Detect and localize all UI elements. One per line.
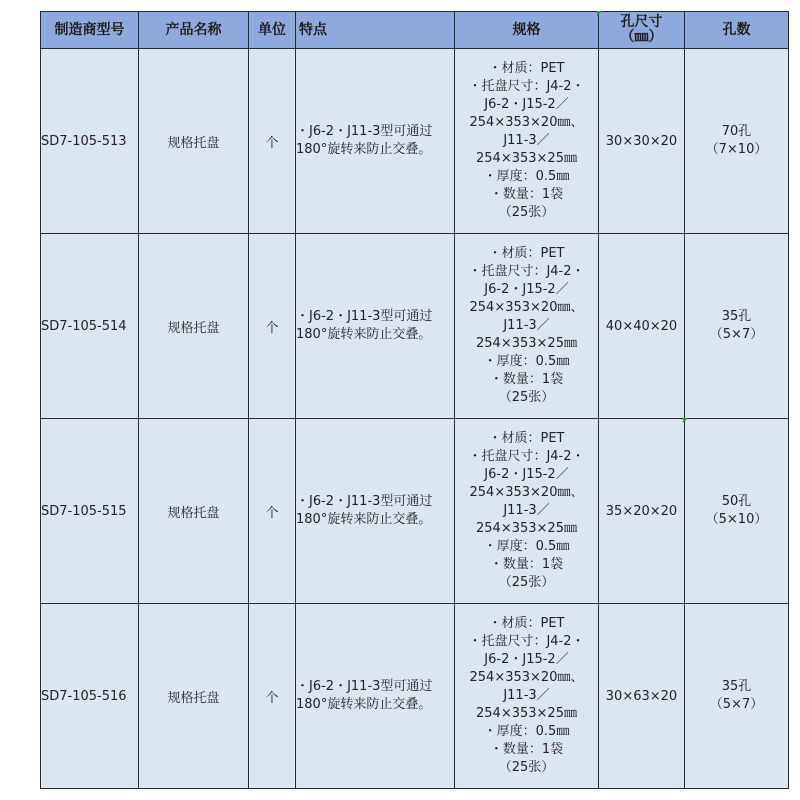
hole-count-value: 70孔 — [721, 124, 752, 139]
spec-line: 254×353×20㎜、 — [469, 670, 584, 685]
header-hole-count[interactable]: 孔数 — [685, 12, 789, 49]
header-hole-size-line2: （㎜） — [620, 29, 663, 45]
spec-line: 254×353×25㎜ — [476, 521, 577, 536]
cell-hole-size[interactable]: 30×63×20 — [599, 604, 685, 789]
spec-line: （25张） — [498, 575, 555, 590]
cell-feature[interactable]: ・J6-2・J11-3型可通过180°旋转来防止交叠。 — [296, 234, 455, 419]
table-row — [41, 234, 789, 419]
spec-line: 254×353×25㎜ — [476, 151, 577, 166]
cell-unit[interactable]: 个 — [249, 419, 296, 604]
spec-line: 254×353×20㎜、 — [469, 300, 584, 315]
header-hole-size[interactable] — [599, 12, 685, 49]
hole-count-layout: （7×10） — [705, 142, 768, 157]
spec-line: J11-3／ — [503, 503, 550, 518]
spec-line: ・数量：1袋 — [489, 372, 564, 387]
cell-model[interactable]: SD7-105-513 — [41, 49, 139, 234]
cell-feature[interactable]: ・J6-2・J11-3型可通过180°旋转来防止交叠。 — [296, 604, 455, 789]
table-body — [41, 49, 789, 789]
header-spec[interactable]: 规格 — [455, 12, 599, 49]
spec-line: （25张） — [498, 390, 555, 405]
cell-spec[interactable] — [455, 419, 599, 604]
spec-line: 254×353×20㎜、 — [469, 115, 584, 130]
spec-line: J11-3／ — [503, 688, 550, 703]
header-unit[interactable]: 单位 — [249, 12, 296, 49]
spec-line: ・厚度：0.5㎜ — [483, 354, 570, 369]
spec-line: ・材质：PET — [488, 616, 565, 631]
spec-line: J6-2・J15-2／ — [484, 652, 569, 667]
spec-line: ・托盘尺寸：J4-2・ — [468, 264, 585, 279]
cell-hole-count[interactable] — [685, 234, 789, 419]
spec-line: ・材质：PET — [488, 431, 565, 446]
header-model[interactable]: 制造商型号 — [41, 12, 139, 49]
table-row — [41, 49, 789, 234]
cell-spec[interactable] — [455, 604, 599, 789]
hole-count-layout: （5×10） — [705, 512, 768, 527]
spec-line: ・数量：1袋 — [489, 742, 564, 757]
spec-line: ・材质：PET — [488, 61, 565, 76]
hole-count-value: 35孔 — [721, 309, 752, 324]
cell-hole-count[interactable] — [685, 49, 789, 234]
cell-model[interactable]: SD7-105-515 — [41, 419, 139, 604]
spec-line: （25张） — [498, 205, 555, 220]
cell-product-name[interactable]: 规格托盘 — [139, 604, 249, 789]
spec-line: 254×353×25㎜ — [476, 336, 577, 351]
spec-line: J11-3／ — [503, 133, 550, 148]
spec-line: ・厚度：0.5㎜ — [483, 169, 570, 184]
hole-count-value: 50孔 — [721, 494, 752, 509]
header-product-name[interactable]: 产品名称 — [139, 12, 249, 49]
cell-hole-size[interactable]: 40×40×20 — [599, 234, 685, 419]
spec-line: J6-2・J15-2／ — [484, 467, 569, 482]
header-row — [41, 12, 789, 49]
cell-hole-count[interactable] — [685, 419, 789, 604]
cell-spec[interactable] — [455, 234, 599, 419]
cell-unit[interactable]: 个 — [249, 49, 296, 234]
product-spec-table — [40, 11, 789, 789]
cell-hole-size[interactable]: 35×20×20 — [599, 419, 685, 604]
cell-hole-size[interactable]: 30×30×20 — [599, 49, 685, 234]
spec-line: ・托盘尺寸：J4-2・ — [468, 634, 585, 649]
cell-spec[interactable] — [455, 49, 599, 234]
comment-marker — [597, 11, 602, 16]
table-row — [41, 419, 789, 604]
hole-count-layout: （5×7） — [709, 327, 764, 342]
header-hole-size-line1: 孔尺寸 — [620, 14, 663, 30]
cell-product-name[interactable]: 规格托盘 — [139, 49, 249, 234]
header-feature[interactable]: 特点 — [296, 12, 455, 49]
spec-line: ・托盘尺寸：J4-2・ — [468, 79, 585, 94]
spec-line: J6-2・J15-2／ — [484, 97, 569, 112]
spec-line: 254×353×25㎜ — [476, 706, 577, 721]
table-row — [41, 604, 789, 789]
cell-model[interactable]: SD7-105-514 — [41, 234, 139, 419]
spec-line: ・数量：1袋 — [489, 557, 564, 572]
spec-line: 254×353×20㎜、 — [469, 485, 584, 500]
spec-line: J6-2・J15-2／ — [484, 282, 569, 297]
spec-line: ・托盘尺寸：J4-2・ — [468, 449, 585, 464]
spec-line: ・厚度：0.5㎜ — [483, 539, 570, 554]
cell-unit[interactable]: 个 — [249, 604, 296, 789]
hole-count-value: 35孔 — [721, 679, 752, 694]
spec-line: ・数量：1袋 — [489, 187, 564, 202]
cell-product-name[interactable]: 规格托盘 — [139, 419, 249, 604]
spec-line: ・材质：PET — [488, 246, 565, 261]
cell-product-name[interactable]: 规格托盘 — [139, 234, 249, 419]
spec-line: ・厚度：0.5㎜ — [483, 724, 570, 739]
spec-line: J11-3／ — [503, 318, 550, 333]
cell-unit[interactable]: 个 — [249, 234, 296, 419]
cell-feature[interactable]: ・J6-2・J11-3型可通过180°旋转来防止交叠。 — [296, 49, 455, 234]
cell-model[interactable]: SD7-105-516 — [41, 604, 139, 789]
comment-marker — [683, 418, 688, 423]
hole-count-layout: （5×7） — [709, 697, 764, 712]
cell-feature[interactable]: ・J6-2・J11-3型可通过180°旋转来防止交叠。 — [296, 419, 455, 604]
cell-hole-count[interactable] — [685, 604, 789, 789]
spec-sheet — [40, 11, 788, 789]
spec-line: （25张） — [498, 760, 555, 775]
